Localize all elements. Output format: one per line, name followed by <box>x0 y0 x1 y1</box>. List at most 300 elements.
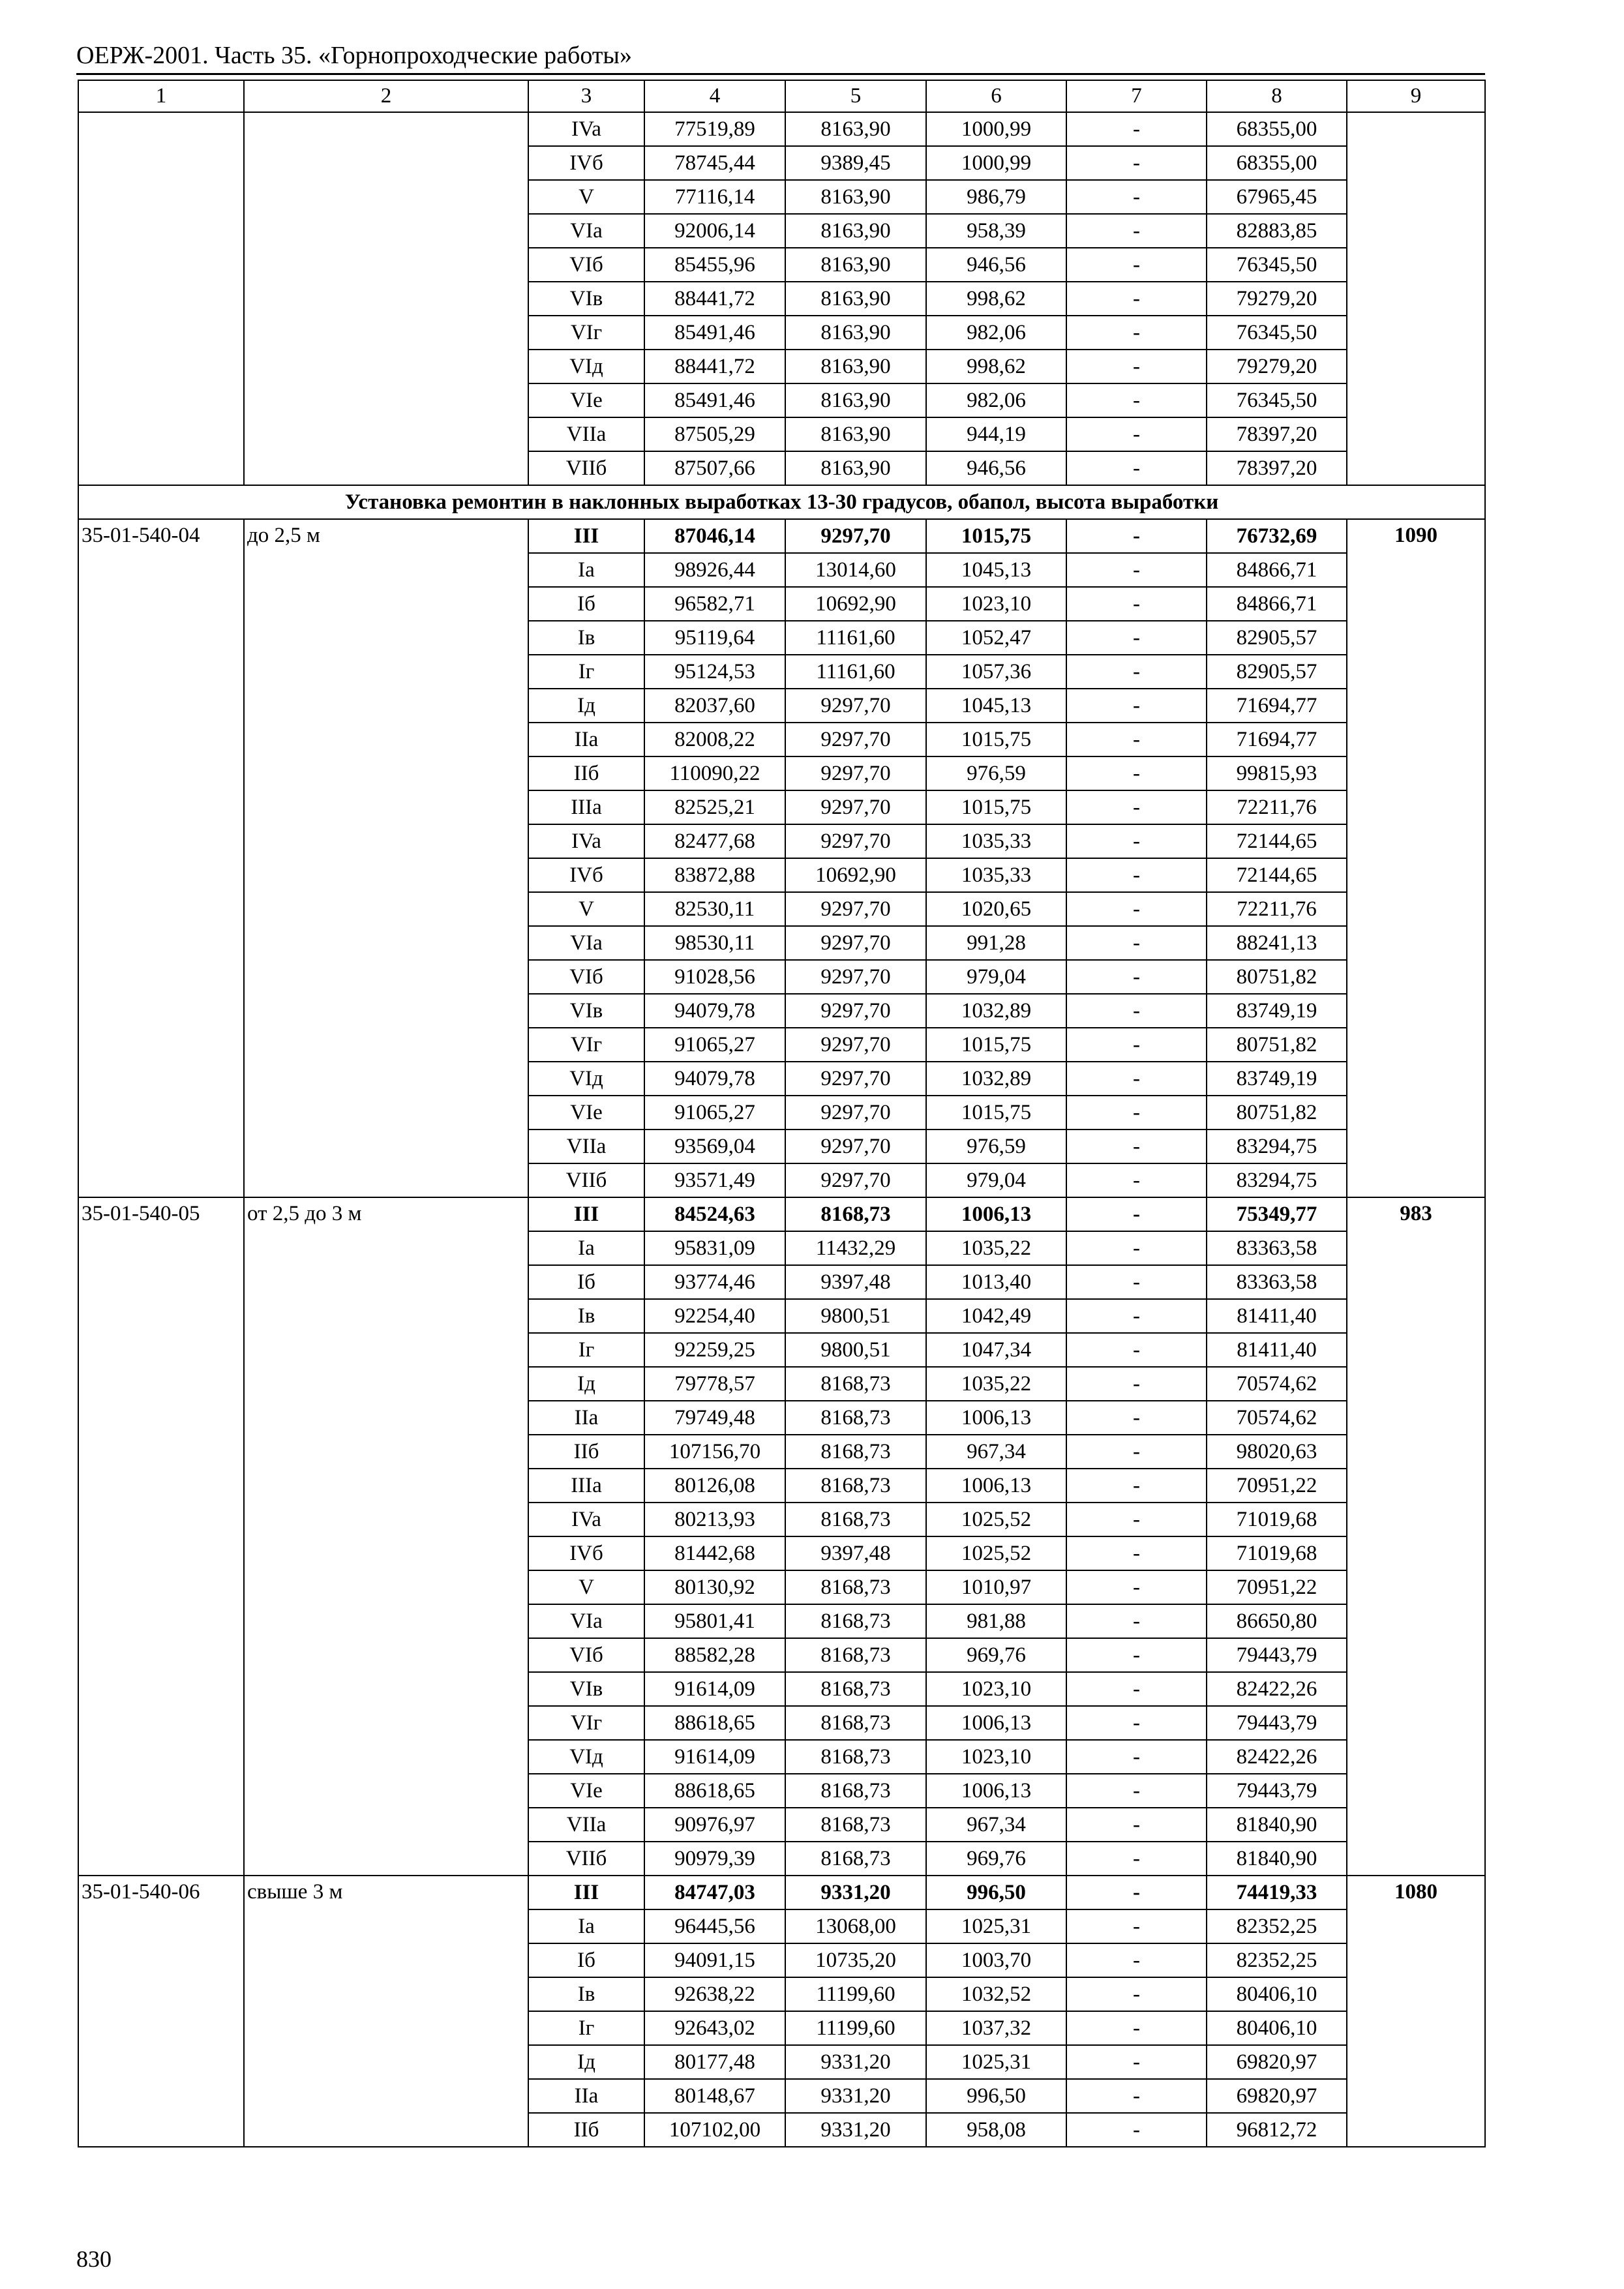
labor-cost-cell <box>1347 112 1485 485</box>
wages-cell: 8163,90 <box>785 112 926 146</box>
materials-cell: 70574,62 <box>1207 1367 1347 1401</box>
driver-wages-cell: - <box>1066 146 1207 180</box>
zone-cell: IVб <box>528 146 644 180</box>
driver-wages-cell: - <box>1066 383 1207 417</box>
machines-cell: 982,06 <box>926 383 1066 417</box>
total-cost-cell: 85491,46 <box>644 316 785 350</box>
total-cost-cell: 88618,65 <box>644 1706 785 1740</box>
total-cost-cell: 91028,56 <box>644 960 785 994</box>
materials-cell: 72211,76 <box>1207 790 1347 824</box>
driver-wages-cell: - <box>1066 1808 1207 1842</box>
materials-cell: 79443,79 <box>1207 1706 1347 1740</box>
machines-cell: 1047,34 <box>926 1333 1066 1367</box>
driver-wages-cell: - <box>1066 1977 1207 2011</box>
driver-wages-cell: - <box>1066 1231 1207 1265</box>
materials-cell: 81411,40 <box>1207 1299 1347 1333</box>
materials-cell: 99815,93 <box>1207 756 1347 790</box>
zone-cell: Iг <box>528 655 644 689</box>
zone-cell: Iг <box>528 1333 644 1367</box>
machines-cell: 1045,13 <box>926 553 1066 587</box>
page-header: ОЕРЖ-2001. Часть 35. «Горнопроходческие работы» <box>76 42 632 69</box>
machines-cell: 1023,10 <box>926 587 1066 621</box>
wages-cell: 9297,70 <box>785 1096 926 1130</box>
materials-cell: 76345,50 <box>1207 383 1347 417</box>
materials-cell: 69820,97 <box>1207 2079 1347 2113</box>
wages-cell: 9397,48 <box>785 1536 926 1570</box>
driver-wages-cell: - <box>1066 350 1207 383</box>
total-cost-cell: 82008,22 <box>644 723 785 756</box>
machines-cell: 969,76 <box>926 1842 1066 1876</box>
total-cost-cell: 92259,25 <box>644 1333 785 1367</box>
zone-cell: Ia <box>528 1231 644 1265</box>
total-cost-cell: 84524,63 <box>644 1197 785 1231</box>
zone-cell: Iд <box>528 1367 644 1401</box>
driver-wages-cell: - <box>1066 1570 1207 1604</box>
wages-cell: 11161,60 <box>785 621 926 655</box>
zone-cell: VIIa <box>528 1808 644 1842</box>
driver-wages-cell: - <box>1066 1943 1207 1977</box>
wages-cell: 9397,48 <box>785 1265 926 1299</box>
column-number: 7 <box>1066 80 1207 112</box>
machines-cell: 1015,75 <box>926 723 1066 756</box>
total-cost-cell: 91614,09 <box>644 1740 785 1774</box>
zone-cell: Ia <box>528 553 644 587</box>
driver-wages-cell: - <box>1066 723 1207 756</box>
total-cost-cell: 88582,28 <box>644 1638 785 1672</box>
total-cost-cell: 91614,09 <box>644 1672 785 1706</box>
machines-cell: 1035,22 <box>926 1367 1066 1401</box>
materials-cell: 72144,65 <box>1207 858 1347 892</box>
materials-cell: 83749,19 <box>1207 994 1347 1028</box>
wages-cell: 9297,70 <box>785 1062 926 1096</box>
materials-cell: 71694,77 <box>1207 723 1347 756</box>
total-cost-cell: 88441,72 <box>644 282 785 316</box>
machines-cell: 1006,13 <box>926 1469 1066 1503</box>
wages-cell: 8168,73 <box>785 1435 926 1469</box>
materials-cell: 83294,75 <box>1207 1130 1347 1163</box>
zone-cell: V <box>528 180 644 214</box>
driver-wages-cell: - <box>1066 1536 1207 1570</box>
driver-wages-cell: - <box>1066 892 1207 926</box>
zone-cell: IIIa <box>528 790 644 824</box>
machines-cell: 976,59 <box>926 1130 1066 1163</box>
driver-wages-cell: - <box>1066 1909 1207 1943</box>
total-cost-cell: 95831,09 <box>644 1231 785 1265</box>
machines-cell: 986,79 <box>926 180 1066 214</box>
zone-cell: Iб <box>528 1943 644 1977</box>
zone-cell: VIe <box>528 383 644 417</box>
machines-cell: 1035,22 <box>926 1231 1066 1265</box>
driver-wages-cell: - <box>1066 824 1207 858</box>
norm-code <box>78 112 244 485</box>
zone-cell: VIд <box>528 350 644 383</box>
header-rule <box>76 73 1485 75</box>
machines-cell: 1025,31 <box>926 2045 1066 2079</box>
zone-cell: IIIa <box>528 1469 644 1503</box>
wages-cell: 8168,73 <box>785 1638 926 1672</box>
machines-cell: 967,34 <box>926 1808 1066 1842</box>
materials-cell: 71019,68 <box>1207 1536 1347 1570</box>
machines-cell: 946,56 <box>926 451 1066 485</box>
materials-cell: 82883,85 <box>1207 214 1347 248</box>
column-number: 1 <box>78 80 244 112</box>
table-row <box>78 112 1485 146</box>
materials-cell: 68355,00 <box>1207 112 1347 146</box>
driver-wages-cell: - <box>1066 1469 1207 1503</box>
total-cost-cell: 92643,02 <box>644 2011 785 2045</box>
total-cost-cell: 84747,03 <box>644 1876 785 1909</box>
machines-cell: 1000,99 <box>926 112 1066 146</box>
zone-cell: IVб <box>528 858 644 892</box>
zone-cell: VIд <box>528 1740 644 1774</box>
machines-cell: 1006,13 <box>926 1774 1066 1808</box>
materials-cell: 88241,13 <box>1207 926 1347 960</box>
driver-wages-cell: - <box>1066 214 1207 248</box>
column-number: 3 <box>528 80 644 112</box>
machines-cell: 1042,49 <box>926 1299 1066 1333</box>
wages-cell: 9297,70 <box>785 756 926 790</box>
total-cost-cell: 93569,04 <box>644 1130 785 1163</box>
total-cost-cell: 87505,29 <box>644 417 785 451</box>
wages-cell: 9297,70 <box>785 926 926 960</box>
driver-wages-cell: - <box>1066 1299 1207 1333</box>
wages-cell: 11199,60 <box>785 1977 926 2011</box>
driver-wages-cell: - <box>1066 587 1207 621</box>
total-cost-cell: 80130,92 <box>644 1570 785 1604</box>
wages-cell: 10692,90 <box>785 858 926 892</box>
zone-cell: IVa <box>528 1503 644 1536</box>
wages-cell: 8163,90 <box>785 214 926 248</box>
wages-cell: 9297,70 <box>785 689 926 723</box>
materials-cell: 81840,90 <box>1207 1808 1347 1842</box>
table-body <box>78 80 1485 2147</box>
wages-cell: 11161,60 <box>785 655 926 689</box>
wages-cell: 8168,73 <box>785 1197 926 1231</box>
machines-cell: 1010,97 <box>926 1570 1066 1604</box>
machines-cell: 1013,40 <box>926 1265 1066 1299</box>
total-cost-cell: 90976,97 <box>644 1808 785 1842</box>
wages-cell: 8168,73 <box>785 1706 926 1740</box>
wages-cell: 10735,20 <box>785 1943 926 1977</box>
wages-cell: 11432,29 <box>785 1231 926 1265</box>
driver-wages-cell: - <box>1066 1638 1207 1672</box>
total-cost-cell: 82037,60 <box>644 689 785 723</box>
driver-wages-cell: - <box>1066 1197 1207 1231</box>
machines-cell: 969,76 <box>926 1638 1066 1672</box>
wages-cell: 9297,70 <box>785 960 926 994</box>
wages-cell: 9800,51 <box>785 1333 926 1367</box>
machines-cell: 981,88 <box>926 1604 1066 1638</box>
zone-cell: VIб <box>528 248 644 282</box>
total-cost-cell: 88441,72 <box>644 350 785 383</box>
labor-cost-cell: 1080 <box>1347 1876 1485 2147</box>
machines-cell: 1045,13 <box>926 689 1066 723</box>
driver-wages-cell: - <box>1066 1706 1207 1740</box>
zone-cell: VIa <box>528 214 644 248</box>
driver-wages-cell: - <box>1066 1062 1207 1096</box>
total-cost-cell: 94079,78 <box>644 1062 785 1096</box>
driver-wages-cell: - <box>1066 451 1207 485</box>
table-row <box>78 1197 1485 1231</box>
driver-wages-cell: - <box>1066 1096 1207 1130</box>
zone-cell: Iв <box>528 1299 644 1333</box>
zone-cell: VIa <box>528 1604 644 1638</box>
zone-cell: IVa <box>528 112 644 146</box>
driver-wages-cell: - <box>1066 1503 1207 1536</box>
driver-wages-cell: - <box>1066 2079 1207 2113</box>
zone-cell: III <box>528 1197 644 1231</box>
total-cost-cell: 78745,44 <box>644 146 785 180</box>
zone-cell: VIб <box>528 1638 644 1672</box>
materials-cell: 96812,72 <box>1207 2113 1347 2147</box>
materials-cell: 81411,40 <box>1207 1333 1347 1367</box>
driver-wages-cell: - <box>1066 858 1207 892</box>
norm-name <box>244 112 528 485</box>
wages-cell: 8168,73 <box>785 1469 926 1503</box>
driver-wages-cell: - <box>1066 621 1207 655</box>
machines-cell: 1020,65 <box>926 892 1066 926</box>
machines-cell: 1015,75 <box>926 1096 1066 1130</box>
driver-wages-cell: - <box>1066 960 1207 994</box>
norm-name: до 2,5 м <box>244 519 528 1197</box>
materials-cell: 82352,25 <box>1207 1943 1347 1977</box>
driver-wages-cell: - <box>1066 316 1207 350</box>
machines-cell: 1032,89 <box>926 994 1066 1028</box>
materials-cell: 82352,25 <box>1207 1909 1347 1943</box>
machines-cell: 1032,52 <box>926 1977 1066 2011</box>
driver-wages-cell: - <box>1066 756 1207 790</box>
materials-cell: 83294,75 <box>1207 1163 1347 1197</box>
total-cost-cell: 92254,40 <box>644 1299 785 1333</box>
materials-cell: 82422,26 <box>1207 1672 1347 1706</box>
norm-name: свыше 3 м <box>244 1876 528 2147</box>
wages-cell: 8168,73 <box>785 1740 926 1774</box>
column-number: 5 <box>785 80 926 112</box>
machines-cell: 979,04 <box>926 1163 1066 1197</box>
total-cost-cell: 92006,14 <box>644 214 785 248</box>
driver-wages-cell: - <box>1066 1774 1207 1808</box>
wages-cell: 8168,73 <box>785 1367 926 1401</box>
zone-cell: Iв <box>528 621 644 655</box>
total-cost-cell: 94079,78 <box>644 994 785 1028</box>
zone-cell: IVa <box>528 824 644 858</box>
norm-code: 35-01-540-04 <box>78 519 244 1197</box>
materials-cell: 76732,69 <box>1207 519 1347 553</box>
wages-cell: 9297,70 <box>785 1130 926 1163</box>
machines-cell: 1006,13 <box>926 1706 1066 1740</box>
materials-cell: 80751,82 <box>1207 1028 1347 1062</box>
materials-cell: 76345,50 <box>1207 316 1347 350</box>
zone-cell: IIa <box>528 1401 644 1435</box>
norm-code: 35-01-540-06 <box>78 1876 244 2147</box>
total-cost-cell: 80177,48 <box>644 2045 785 2079</box>
wages-cell: 9297,70 <box>785 1163 926 1197</box>
total-cost-cell: 80148,67 <box>644 2079 785 2113</box>
driver-wages-cell: - <box>1066 1604 1207 1638</box>
total-cost-cell: 93774,46 <box>644 1265 785 1299</box>
wages-cell: 9331,20 <box>785 2045 926 2079</box>
machines-cell: 1015,75 <box>926 790 1066 824</box>
section-title: Установка ремонтин в наклонных выработках 13-30 градусов, обапол, высота выработки <box>78 485 1485 519</box>
wages-cell: 8168,73 <box>785 1604 926 1638</box>
wages-cell: 8168,73 <box>785 1808 926 1842</box>
driver-wages-cell: - <box>1066 553 1207 587</box>
zone-cell: IIб <box>528 2113 644 2147</box>
zone-cell: VIб <box>528 960 644 994</box>
wages-cell: 8163,90 <box>785 451 926 485</box>
materials-cell: 70951,22 <box>1207 1570 1347 1604</box>
machines-cell: 1015,75 <box>926 519 1066 553</box>
machines-cell: 944,19 <box>926 417 1066 451</box>
driver-wages-cell: - <box>1066 994 1207 1028</box>
total-cost-cell: 98530,11 <box>644 926 785 960</box>
wages-cell: 8168,73 <box>785 1842 926 1876</box>
page-number: 830 <box>76 2246 112 2272</box>
machines-cell: 976,59 <box>926 756 1066 790</box>
wages-cell: 8163,90 <box>785 180 926 214</box>
materials-cell: 84866,71 <box>1207 553 1347 587</box>
wages-cell: 9389,45 <box>785 146 926 180</box>
materials-cell: 71694,77 <box>1207 689 1347 723</box>
machines-cell: 1035,33 <box>926 858 1066 892</box>
driver-wages-cell: - <box>1066 1367 1207 1401</box>
total-cost-cell: 92638,22 <box>644 1977 785 2011</box>
zone-cell: Iг <box>528 2011 644 2045</box>
column-number: 4 <box>644 80 785 112</box>
wages-cell: 8168,73 <box>785 1570 926 1604</box>
total-cost-cell: 96445,56 <box>644 1909 785 1943</box>
table-row <box>78 519 1485 553</box>
driver-wages-cell: - <box>1066 417 1207 451</box>
wages-cell: 13068,00 <box>785 1909 926 1943</box>
total-cost-cell: 81442,68 <box>644 1536 785 1570</box>
total-cost-cell: 93571,49 <box>644 1163 785 1197</box>
wages-cell: 8168,73 <box>785 1503 926 1536</box>
machines-cell: 1003,70 <box>926 1943 1066 1977</box>
machines-cell: 1032,89 <box>926 1062 1066 1096</box>
zone-cell: VIe <box>528 1096 644 1130</box>
materials-cell: 70951,22 <box>1207 1469 1347 1503</box>
zone-cell: VIг <box>528 1706 644 1740</box>
machines-cell: 1052,47 <box>926 621 1066 655</box>
materials-cell: 80751,82 <box>1207 960 1347 994</box>
zone-cell: III <box>528 1876 644 1909</box>
driver-wages-cell: - <box>1066 1740 1207 1774</box>
materials-cell: 83363,58 <box>1207 1265 1347 1299</box>
materials-cell: 75349,77 <box>1207 1197 1347 1231</box>
total-cost-cell: 85491,46 <box>644 383 785 417</box>
wages-cell: 9297,70 <box>785 723 926 756</box>
zone-cell: VIг <box>528 316 644 350</box>
norm-code: 35-01-540-05 <box>78 1197 244 1876</box>
wages-cell: 9297,70 <box>785 1028 926 1062</box>
total-cost-cell: 95124,53 <box>644 655 785 689</box>
total-cost-cell: 80126,08 <box>644 1469 785 1503</box>
zone-cell: VIIб <box>528 1842 644 1876</box>
machines-cell: 1025,52 <box>926 1503 1066 1536</box>
materials-cell: 70574,62 <box>1207 1401 1347 1435</box>
column-number: 2 <box>244 80 528 112</box>
materials-cell: 74419,33 <box>1207 1876 1347 1909</box>
materials-cell: 80406,10 <box>1207 2011 1347 2045</box>
driver-wages-cell: - <box>1066 1163 1207 1197</box>
total-cost-cell: 79749,48 <box>644 1401 785 1435</box>
zone-cell: VIIa <box>528 1130 644 1163</box>
machines-cell: 1015,75 <box>926 1028 1066 1062</box>
wages-cell: 8163,90 <box>785 383 926 417</box>
driver-wages-cell: - <box>1066 926 1207 960</box>
machines-cell: 1006,13 <box>926 1401 1066 1435</box>
total-cost-cell: 87046,14 <box>644 519 785 553</box>
zone-cell: VIв <box>528 994 644 1028</box>
zone-cell: Ia <box>528 1909 644 1943</box>
labor-cost-cell: 1090 <box>1347 519 1485 1197</box>
driver-wages-cell: - <box>1066 519 1207 553</box>
materials-cell: 98020,63 <box>1207 1435 1347 1469</box>
zone-cell: IIa <box>528 2079 644 2113</box>
total-cost-cell: 91065,27 <box>644 1096 785 1130</box>
driver-wages-cell: - <box>1066 1130 1207 1163</box>
zone-cell: VIIб <box>528 1163 644 1197</box>
wages-cell: 8168,73 <box>785 1774 926 1808</box>
driver-wages-cell: - <box>1066 1028 1207 1062</box>
total-cost-cell: 79778,57 <box>644 1367 785 1401</box>
zone-cell: Iд <box>528 689 644 723</box>
machines-cell: 958,39 <box>926 214 1066 248</box>
driver-wages-cell: - <box>1066 1876 1207 1909</box>
machines-cell: 991,28 <box>926 926 1066 960</box>
zone-cell: IIб <box>528 756 644 790</box>
table-row <box>78 1876 1485 1909</box>
driver-wages-cell: - <box>1066 1435 1207 1469</box>
machines-cell: 996,50 <box>926 1876 1066 1909</box>
wages-cell: 13014,60 <box>785 553 926 587</box>
wages-cell: 8163,90 <box>785 248 926 282</box>
total-cost-cell: 107156,70 <box>644 1435 785 1469</box>
materials-cell: 82422,26 <box>1207 1740 1347 1774</box>
wages-cell: 8163,90 <box>785 417 926 451</box>
zone-cell: Iб <box>528 1265 644 1299</box>
driver-wages-cell: - <box>1066 1333 1207 1367</box>
machines-cell: 996,50 <box>926 2079 1066 2113</box>
wages-cell: 9331,20 <box>785 1876 926 1909</box>
wages-cell: 9297,70 <box>785 892 926 926</box>
materials-cell: 83749,19 <box>1207 1062 1347 1096</box>
machines-cell: 998,62 <box>926 350 1066 383</box>
zone-cell: IIa <box>528 723 644 756</box>
wages-cell: 9331,20 <box>785 2079 926 2113</box>
machines-cell: 1023,10 <box>926 1672 1066 1706</box>
total-cost-cell: 110090,22 <box>644 756 785 790</box>
wages-cell: 8168,73 <box>785 1401 926 1435</box>
materials-cell: 82905,57 <box>1207 621 1347 655</box>
zone-cell: VIг <box>528 1028 644 1062</box>
materials-cell: 79279,20 <box>1207 282 1347 316</box>
driver-wages-cell: - <box>1066 1401 1207 1435</box>
total-cost-cell: 94091,15 <box>644 1943 785 1977</box>
materials-cell: 78397,20 <box>1207 417 1347 451</box>
materials-cell: 71019,68 <box>1207 1503 1347 1536</box>
wages-cell: 10692,90 <box>785 587 926 621</box>
zone-cell: VIв <box>528 1672 644 1706</box>
materials-cell: 79279,20 <box>1207 350 1347 383</box>
zone-cell: Iб <box>528 587 644 621</box>
total-cost-cell: 96582,71 <box>644 587 785 621</box>
machines-cell: 979,04 <box>926 960 1066 994</box>
wages-cell: 11199,60 <box>785 2011 926 2045</box>
machines-cell: 1035,33 <box>926 824 1066 858</box>
materials-cell: 79443,79 <box>1207 1638 1347 1672</box>
